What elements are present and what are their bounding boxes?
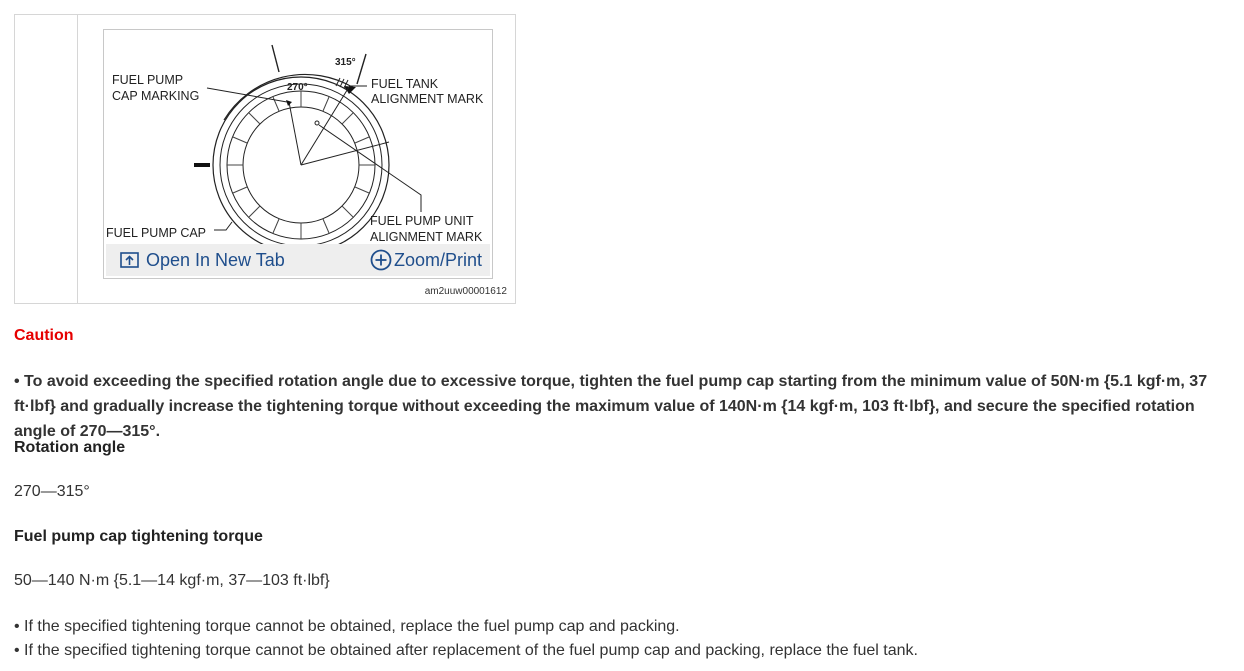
zoom-print-label: Zoom/Print [393, 249, 482, 270]
notes-list [14, 615, 918, 663]
fuel-pump-cap-illustration [104, 30, 492, 245]
label-pump-cap-marking-1: FUEL PUMP [112, 73, 184, 87]
figure-id: am2uuw00001612 [424, 286, 507, 297]
reference-line [272, 45, 279, 72]
leader-cap-marking [207, 88, 287, 102]
unit-mark-dot [315, 121, 319, 125]
zoom-print-button[interactable] [370, 248, 482, 272]
note-item: • If the specified tightening torque cannot be obtained after replacement of the fuel pump cap and packing, replace the fuel tank. [14, 642, 918, 659]
figure-toolbar [106, 244, 490, 276]
cap-marking-pointer [286, 100, 292, 106]
note-item: • If the specified tightening torque cannot be obtained, replace the fuel pump cap and packing. [14, 618, 680, 635]
fuel-pump-diagram [103, 29, 493, 279]
label-tank-mark-1: FUEL TANK [371, 77, 439, 91]
open-in-new-tab-button[interactable] [120, 248, 285, 272]
torque-label: Fuel pump cap tightening torque [14, 528, 263, 545]
figure-left-cell [15, 15, 78, 303]
label-unit-mark-1: FUEL PUMP UNIT [370, 214, 474, 228]
radial-line-unit [301, 142, 389, 165]
zoom-plus-icon [370, 249, 392, 271]
caution-text: • To avoid exceeding the specified rotation angle due to excessive torque, tighten the fuel pump cap starting from the minimum value of 50N·m {5.1 kgf·m, 37 ft·lbf} and gradually increase the tightening torque without exceeding the maximum value of 140N·m {14 kgf·m, 103 ft·lbf}, and secure the specified rotation angle of 270—315°. [14, 373, 1208, 440]
label-tank-mark-2: ALIGNMENT MARK [371, 92, 484, 106]
radial-line-270 [289, 102, 301, 165]
label-pump-cap-marking-2: CAP MARKING [112, 89, 200, 103]
figure-container [14, 14, 516, 304]
label-angle-315: 315° [335, 57, 356, 68]
label-pump-cap: FUEL PUMP CAP [106, 226, 207, 240]
caution-title: Caution [14, 327, 74, 344]
label-angle-270: 270° [287, 82, 308, 93]
open-in-new-tab-label: Open In New Tab [146, 249, 285, 270]
left-bar-mark [194, 163, 210, 167]
mark-315-line [357, 54, 366, 84]
rotation-angle-label: Rotation angle [14, 439, 126, 456]
rotation-angle-value: 270—315° [14, 483, 90, 500]
label-unit-mark-2: ALIGNMENT MARK [370, 230, 483, 244]
open-new-tab-icon [120, 251, 140, 269]
radial-line-315 [301, 87, 349, 165]
leader-pump-cap [214, 222, 232, 230]
torque-value: 50—140 N·m {5.1—14 kgf·m, 37—103 ft·lbf} [14, 572, 330, 589]
